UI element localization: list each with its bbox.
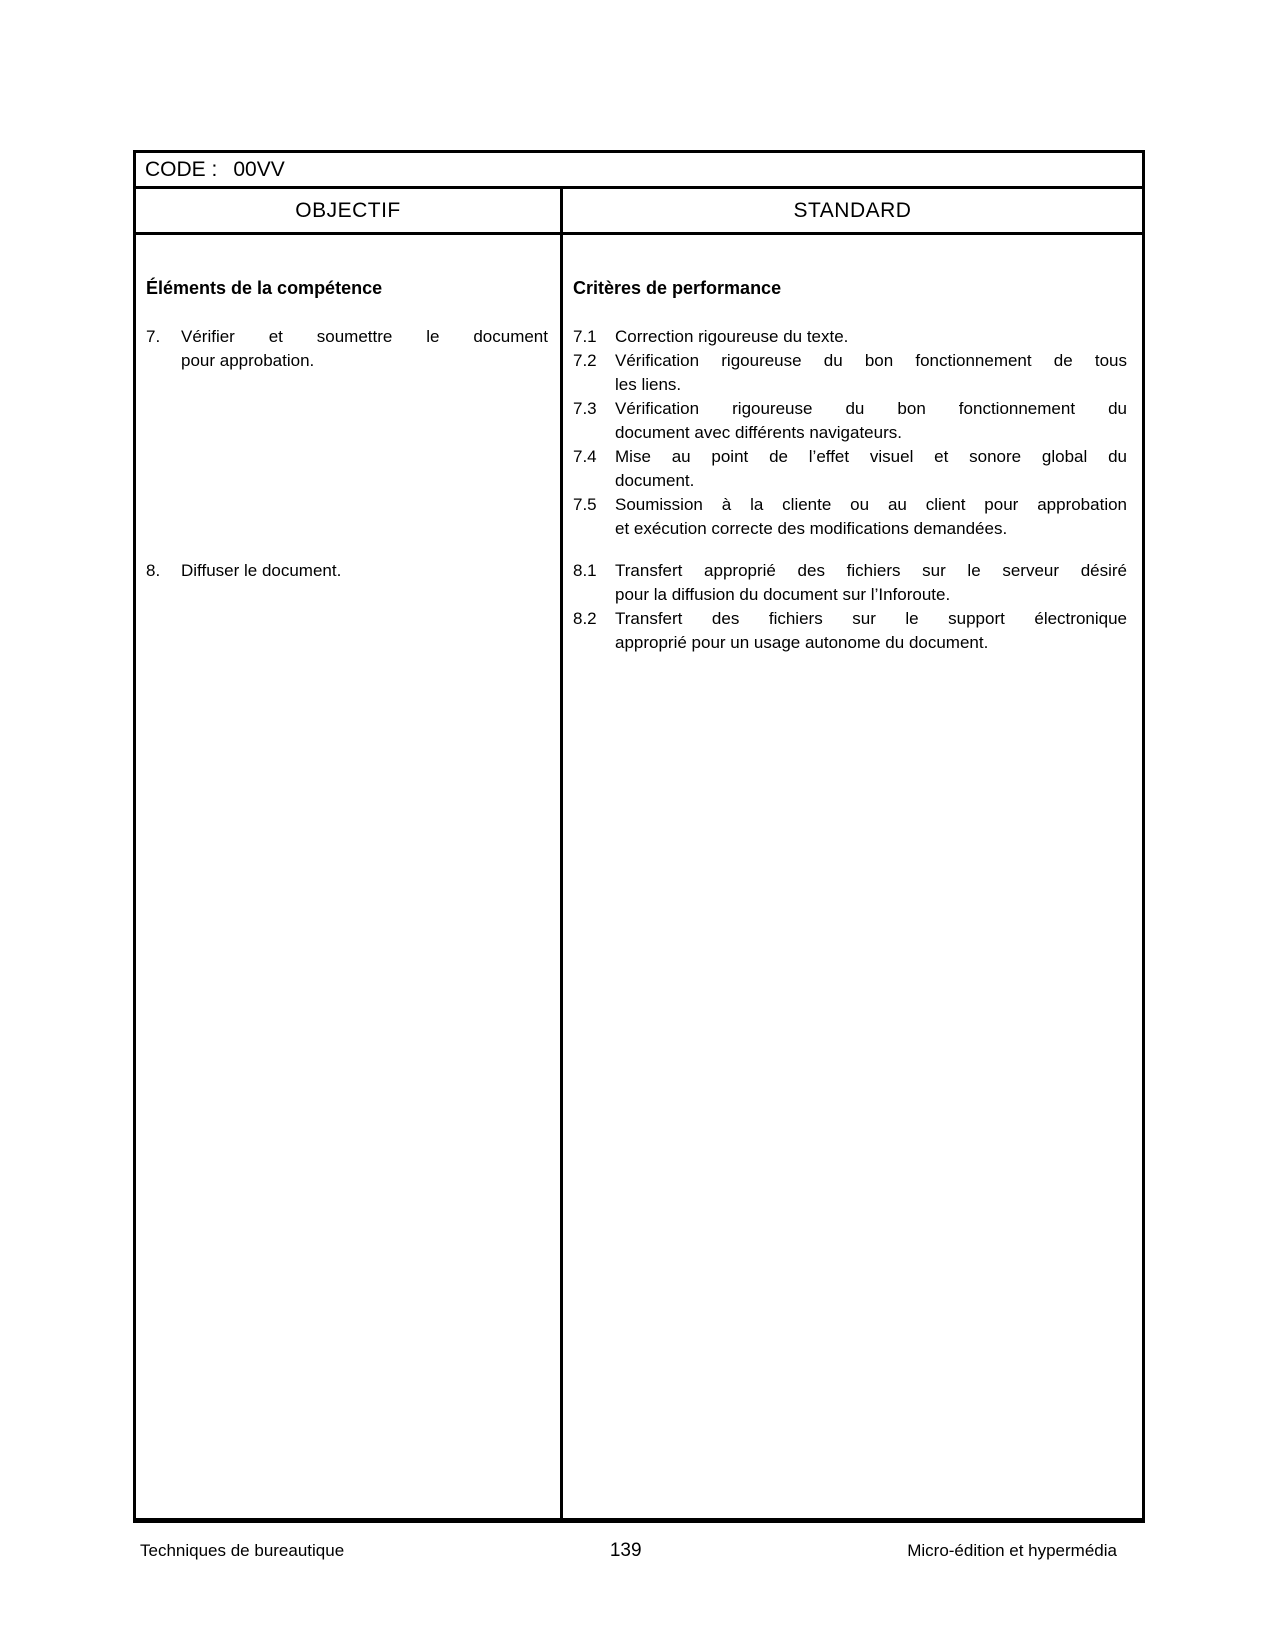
standard-column xyxy=(563,235,1142,1518)
code-label: CODE : xyxy=(145,157,218,181)
standard-column-heading: Critères de performance xyxy=(573,278,782,298)
standard-header: STANDARD xyxy=(793,198,912,222)
table-body-row xyxy=(136,235,1142,1518)
objectif-column-heading: Éléments de la compétence xyxy=(146,278,383,298)
criterion-8-2 xyxy=(573,607,1127,655)
item-number: 7.1 xyxy=(573,327,597,346)
objectif-item-7 xyxy=(146,325,548,373)
criterion-7-1 xyxy=(573,325,1127,349)
footer-right-text: Micro-édition et hypermédia xyxy=(907,1541,1117,1560)
criterion-7-4 xyxy=(573,445,1127,493)
item-number: 7.3 xyxy=(573,399,597,418)
item-number: 7.4 xyxy=(573,447,597,466)
item-number: 8. xyxy=(146,561,161,580)
criterion-7-3 xyxy=(573,397,1127,445)
criteria-group-8 xyxy=(573,559,1127,655)
item-text: Diffuser le document. xyxy=(181,561,342,580)
objectif-column xyxy=(136,235,563,1518)
column-headers-row xyxy=(136,189,1142,235)
item-text: Soumission à la cliente ou au client pour approbation et exécution correcte des modifications demandées. xyxy=(615,495,1127,538)
item-text: Transfert approprié des fichiers sur le serveur désiré pour la diffusion du document sur l’Inforoute. xyxy=(615,561,1127,604)
item-number: 7.5 xyxy=(573,495,597,514)
item-text: Transfert des fichiers sur le support électronique approprié pour un usage autonome du document. xyxy=(615,609,1127,652)
item-text: Mise au point de l’effet visuel et sonore global du document. xyxy=(615,447,1127,490)
item-text: Vérification rigoureuse du bon fonctionnement du document avec différents navigateurs. xyxy=(615,399,1127,442)
objectif-header: OBJECTIF xyxy=(136,189,563,232)
item-text: Correction rigoureuse du texte. xyxy=(615,327,849,346)
page-footer xyxy=(140,1540,1117,1562)
item-number: 8.2 xyxy=(573,609,597,628)
item-number: 8.1 xyxy=(573,561,597,580)
criterion-7-5 xyxy=(573,493,1127,541)
footer-left-text: Techniques de bureautique xyxy=(140,1541,345,1560)
page-number: 139 xyxy=(609,1540,642,1561)
criterion-8-1 xyxy=(573,559,1127,607)
item-text: Vérifier et soumettre le document pour approbation. xyxy=(181,327,548,370)
item-number: 7.2 xyxy=(573,351,597,370)
criterion-7-2 xyxy=(573,349,1127,397)
objectif-item-8 xyxy=(146,559,548,583)
criteria-group-7 xyxy=(573,325,1127,541)
code-value: 00VV xyxy=(233,157,285,181)
competency-table xyxy=(133,150,1145,1523)
item-text: Vérification rigoureuse du bon fonctionnement de tous les liens. xyxy=(615,351,1127,394)
item-number: 7. xyxy=(146,327,161,346)
code-row xyxy=(136,153,1142,189)
